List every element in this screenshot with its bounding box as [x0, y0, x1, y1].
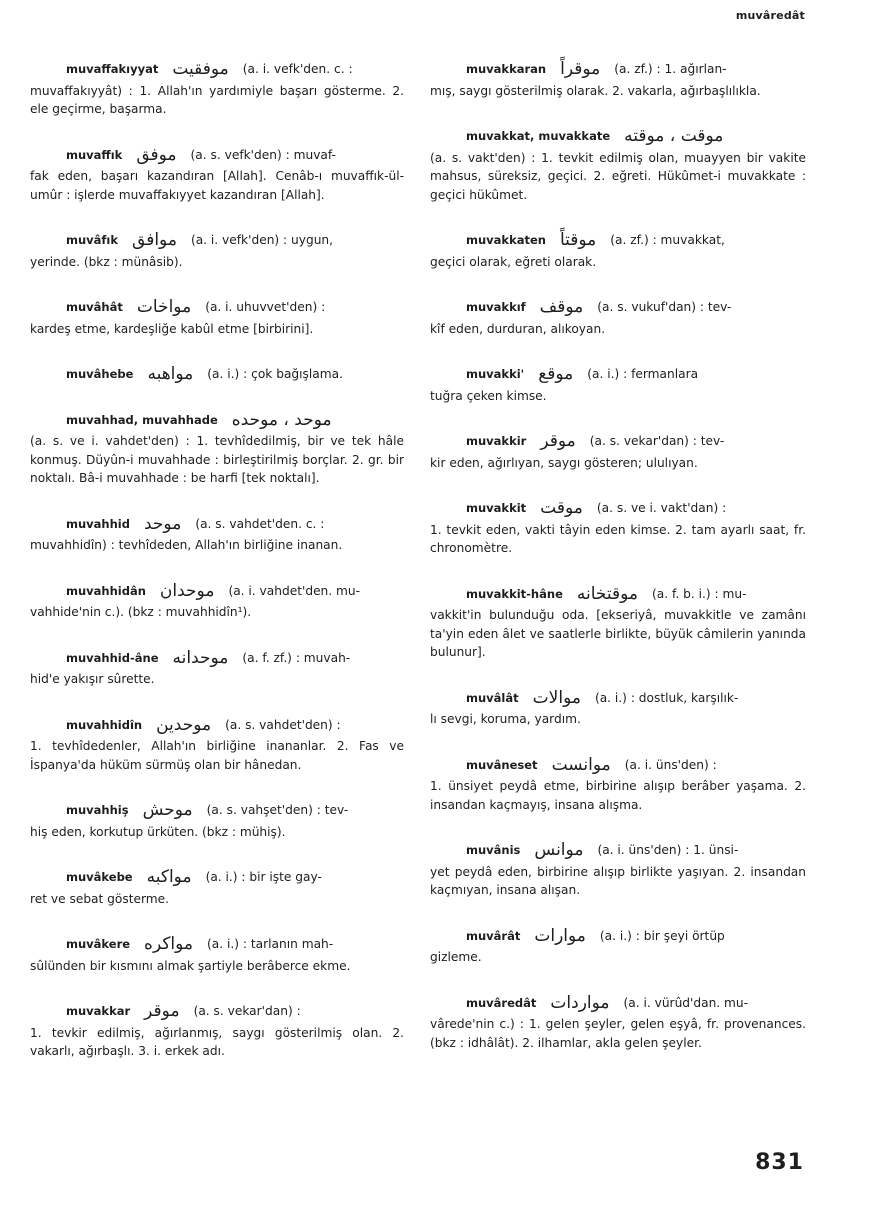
- grammar-note: (a. i.) : çok bağışlama.: [207, 367, 343, 381]
- dictionary-entry: [430, 756, 806, 815]
- running-head: muvâredât: [735, 9, 805, 22]
- grammar-note: (a. i.) : fermanlara: [587, 367, 699, 381]
- grammar-note: (a. zf.) : muvakkat,: [610, 233, 725, 247]
- grammar-note: (a. s. vahşet'den) : tev-: [206, 803, 349, 817]
- definition: muvahhidîn) : tevhîdeden, Allah'ın birliğine inanan.: [30, 538, 343, 552]
- arabic-script: مواخات: [136, 297, 192, 317]
- headword: muvâneset: [466, 757, 538, 772]
- arabic-script: موقف: [539, 297, 584, 317]
- grammar-note: (a. i. uhuvvet'den) :: [205, 300, 326, 314]
- headword: muvahhidân: [66, 583, 146, 598]
- headword: muvakkit: [466, 501, 527, 515]
- headword: muvakkit-hâne: [466, 586, 563, 601]
- definition: hiş eden, korkutup ürküten. (bkz : mühiş).: [30, 824, 286, 839]
- headword: muvakki': [466, 367, 525, 381]
- entry-head: [430, 841, 806, 860]
- arabic-script: موقت ، موقته: [624, 126, 724, 146]
- dictionary-entry: [30, 935, 404, 975]
- dictionary-entry: [30, 1002, 404, 1061]
- definition: kardeş etme, kardeşliğe kabûl etme [birbirini].: [30, 321, 314, 336]
- entry-head: [30, 231, 404, 250]
- dictionary-entry: [430, 231, 806, 271]
- arabic-script: موالات: [532, 687, 581, 708]
- definition: gizleme.: [430, 950, 482, 964]
- headword: muvâredât: [466, 995, 537, 1010]
- dictionary-entry: [30, 801, 404, 841]
- dictionary-entry: [430, 298, 806, 338]
- dictionary-entry: [30, 649, 404, 689]
- headword: muvâkere: [66, 937, 131, 951]
- definition: (a. s. ve i. vahdet'den) : 1. tevhîdedilmiş, bir ve tek hâle konmuş. Düyûn-i muvahhade : birleştirilmiş borçlar. 2. gr. bir noktalı. Bâ-i muvahhade : be harfi [tek noktalı].: [30, 434, 404, 485]
- grammar-note: (a. s. vukuf'dan) : tev-: [597, 300, 732, 314]
- dictionary-entry: [430, 689, 806, 729]
- dictionary-entry: [30, 582, 404, 622]
- definition: kir eden, ağırlıyan, saygı gösteren; ululıyan.: [430, 455, 698, 470]
- headword: muvâlât: [466, 690, 519, 705]
- arabic-script: مواردات: [550, 992, 610, 1013]
- definition: lı sevgi, koruma, yardım.: [430, 712, 581, 726]
- dictionary-entry: [30, 716, 404, 775]
- grammar-note: (a. i. üns'den) :: [624, 757, 717, 772]
- headword: muvahhiş: [66, 803, 129, 817]
- entry-head: [430, 60, 806, 79]
- dictionary-entry: [430, 60, 806, 100]
- definition: muvaffakıyyât) : 1. Allah'ın yardımiyle başarı gösterme. 2. ele geçirme, başarma.: [30, 83, 404, 116]
- headword: muvakkar: [66, 1004, 131, 1018]
- entry-head: [30, 365, 404, 384]
- headword: muvahhidîn: [66, 717, 143, 732]
- entry-head: [430, 927, 806, 946]
- definition: 1. tevkir edilmiş, ağırlanmış, saygı gösterilmiş olan. 2. vakarlı, ağırbaşlı. 3. i. erkek adı.: [30, 1025, 404, 1058]
- definition: 1. tevkit eden, vakti tâyin eden kimse. 2. tam ayarlı saat, fr. chronomètre.: [430, 522, 806, 555]
- entry-head: [30, 716, 404, 735]
- arabic-script: موانست: [551, 754, 611, 775]
- grammar-note: (a. i.) : bir işte gay-: [205, 870, 322, 884]
- arabic-script: موارات: [534, 925, 586, 946]
- dictionary-entry: [30, 515, 404, 555]
- definition: vakkit'in bulunduğu oda. [ekseriyâ, muvakkitle ve zamânı ta'yin eden âlet ve saatlerle birlikte, büyük câmilerin yanında bulunur].: [430, 608, 806, 659]
- entry-head: [430, 499, 806, 518]
- dictionary-entry: [430, 127, 806, 204]
- headword: muvahhid: [66, 516, 130, 531]
- arabic-script: موحش: [142, 800, 193, 820]
- dictionary-entry: [430, 365, 806, 405]
- definition: kîf eden, durduran, alıkoyan.: [430, 321, 606, 336]
- arabic-script: موحدان: [159, 580, 215, 601]
- entry-head: [30, 935, 404, 954]
- definition: mış, saygı gösterilmiş olarak. 2. vakarla, ağırbaşlılıkla.: [430, 83, 761, 98]
- definition: vahhide'nin c.). (bkz : muvahhidîn¹).: [30, 605, 252, 619]
- definition: ret ve sebat gösterme.: [30, 891, 170, 906]
- entry-head: [30, 60, 404, 79]
- dictionary-entry: [30, 411, 404, 488]
- arabic-script: موقتخانه: [576, 583, 639, 604]
- arabic-script: مواكبه: [146, 867, 192, 887]
- grammar-note: (a. s. vekar'dan) :: [193, 1004, 301, 1018]
- grammar-note: (a. s. vekar'dan) : tev-: [589, 434, 725, 448]
- arabic-script: موحدين: [156, 714, 212, 735]
- headword: muvakkir: [466, 434, 527, 448]
- dictionary-entry: [30, 298, 404, 338]
- arabic-script: موقر: [144, 1001, 180, 1021]
- entry-head: [30, 298, 404, 317]
- definition: sûlünden bir kısmını almak şartiyle berâberce ekme.: [30, 958, 351, 973]
- entry-head: [430, 127, 806, 146]
- definition: tuğra çeken kimse.: [430, 388, 547, 403]
- entry-head: [430, 585, 806, 604]
- grammar-note: (a. s. vahdet'den) :: [225, 717, 341, 732]
- entry-head: [430, 994, 806, 1013]
- definition: fak eden, başarı kazandıran [Allah]. Cenâb-ı muvaffık-ül-umûr : işlerde muvaffakıyyet kazandıran [Allah].: [30, 169, 404, 202]
- dictionary-entry: [30, 146, 404, 205]
- headword: muvaffık: [66, 147, 123, 162]
- grammar-note: (a. s. ve i. vakt'dan) :: [596, 501, 727, 515]
- grammar-note: (a. i.) : tarlanın mah-: [207, 937, 334, 951]
- entry-head: [30, 582, 404, 601]
- headword: muvâfık: [66, 233, 119, 247]
- arabic-script: موحد: [143, 513, 182, 534]
- entry-head: [30, 649, 404, 668]
- page-number: 831: [755, 1150, 804, 1175]
- arabic-script: موحدانه: [172, 647, 229, 668]
- entry-head: [30, 146, 404, 165]
- grammar-note: (a. s. vahdet'den. c. :: [195, 516, 325, 531]
- grammar-note: (a. f. zf.) : muvah-: [242, 650, 351, 665]
- headword: muvâhebe: [66, 367, 134, 381]
- dictionary-entry: [30, 231, 404, 271]
- arabic-script: مواكره: [144, 934, 194, 954]
- arabic-script: موافق: [132, 230, 177, 250]
- entry-head: [30, 1002, 404, 1021]
- definition: (a. s. vakt'den) : 1. tevkit edilmiş olan, muayyen bir vakite mahsus, süreksiz, geçici. 2. eğreti. Hükûmet-i muvakkate : geçici hükûmet.: [430, 150, 806, 202]
- headword: muvânis: [466, 843, 521, 857]
- definition: vârede'nin c.) : 1. gelen şeyler, gelen eşyâ, fr. provenances. (bkz : idhâlât). 2. ilhamlar, akla gelen şeyler.: [430, 1017, 806, 1050]
- right-column: [430, 60, 806, 1079]
- grammar-note: (a. i.) : bir şeyi örtüp: [599, 928, 725, 943]
- arabic-script: موفقيت: [172, 59, 229, 79]
- entry-head: [430, 756, 806, 775]
- grammar-note: (a. i. üns'den) : 1. ünsi-: [597, 843, 739, 857]
- entry-head: [30, 411, 404, 430]
- headword: muvakkıf: [466, 300, 526, 314]
- grammar-note: (a. i.) : dostluk, karşılık-: [594, 690, 739, 705]
- headword: muvâkebe: [66, 870, 133, 884]
- dictionary-entry: [430, 585, 806, 662]
- grammar-note: (a. f. b. i.) : mu-: [652, 586, 747, 601]
- grammar-note: (a. zf.) : 1. ağırlan-: [614, 62, 727, 76]
- dictionary-entry: [30, 868, 404, 908]
- headword: muvârât: [466, 928, 521, 943]
- arabic-script: مواهبه: [147, 364, 194, 384]
- dictionary-entry: [430, 499, 806, 558]
- headword: muvâhât: [66, 300, 123, 314]
- arabic-script: موقتاً: [559, 230, 597, 250]
- grammar-note: (a. i. vefk'den. c. :: [242, 62, 353, 76]
- entry-head: [430, 689, 806, 708]
- entry-head: [430, 432, 806, 451]
- arabic-script: موقت: [540, 498, 583, 518]
- definition: yet peydâ eden, birbirine alışıp birlikte yaşıyan. 2. insandan kaçmıyan, insana alışan.: [430, 864, 806, 897]
- dictionary-entry: [430, 841, 806, 900]
- entry-head: [30, 515, 404, 534]
- arabic-script: موقراً: [560, 59, 601, 79]
- arabic-script: موانس: [534, 840, 584, 860]
- entry-head: [30, 868, 404, 887]
- definition: geçici olarak, eğreti olarak.: [430, 254, 597, 269]
- dictionary-entry: [430, 927, 806, 967]
- headword: muvakkaten: [466, 233, 546, 247]
- arabic-script: موفق: [136, 144, 177, 165]
- headword: muvakkat, muvakkate: [466, 129, 611, 143]
- definition: 1. tevhîdedenler, Allah'ın birliğine inananlar. 2. Fas ve İspanya'da hüküm sürmüş olan bir hânedan.: [30, 739, 404, 772]
- dictionary-entry: [430, 994, 806, 1053]
- arabic-script: موحد ، موحده: [231, 409, 332, 430]
- headword: muvakkaran: [466, 62, 547, 76]
- entry-head: [430, 365, 806, 384]
- grammar-note: (a. i. vefk'den) : uygun,: [190, 233, 334, 247]
- entry-head: [430, 298, 806, 317]
- definition: hid'e yakışır sûrette.: [30, 672, 155, 686]
- grammar-note: (a. i. vürûd'dan. mu-: [623, 995, 749, 1010]
- dictionary-entry: [30, 60, 404, 119]
- grammar-note: (a. s. vefk'den) : muvaf-: [190, 147, 336, 162]
- arabic-script: موقع: [538, 364, 574, 384]
- arabic-script: موقر: [540, 431, 576, 451]
- headword: muvahhad, muvahhade: [66, 412, 218, 427]
- entry-head: [430, 231, 806, 250]
- headword: muvahhid-âne: [66, 650, 159, 665]
- definition: 1. ünsiyet peydâ etme, birbirine alışıp berâber yaşama. 2. insandan kaçmayış, insana alışma.: [430, 779, 806, 812]
- dictionary-entry: [430, 432, 806, 472]
- left-column: [30, 60, 404, 1088]
- headword: muvaffakıyyat: [66, 62, 159, 76]
- dictionary-entry: [30, 365, 404, 384]
- grammar-note: (a. i. vahdet'den. mu-: [228, 583, 361, 598]
- definition: yerinde. (bkz : münâsib).: [30, 254, 183, 269]
- entry-head: [30, 801, 404, 820]
